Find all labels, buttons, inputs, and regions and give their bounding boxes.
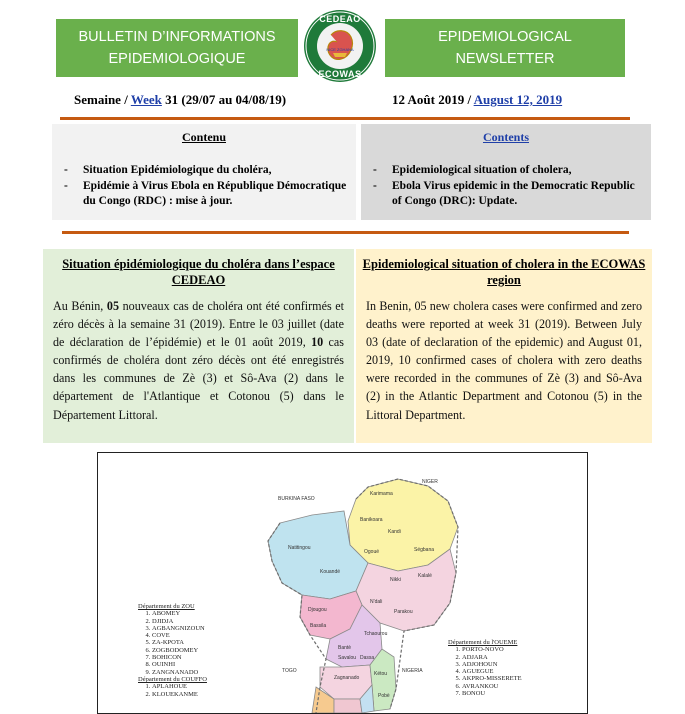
legend-item: 5. ZA-KPOTA — [152, 639, 207, 646]
label-kalale: Kalalé — [418, 573, 432, 579]
legend-item: 8. OUINHI — [152, 661, 207, 668]
toc-en — [361, 124, 651, 220]
legend-item: 3. ADJOHOUN — [462, 661, 522, 668]
legend-item: 6. ZOGBODOMEY — [152, 647, 207, 654]
cholera-section-en-title: Epidemiological situation of cholera in the ECOWAS region — [362, 257, 646, 287]
week-dateline — [74, 92, 286, 108]
legend-item: 3. AGBANGNIZOUN — [152, 625, 207, 632]
divider-middle — [62, 231, 629, 234]
body-text: cas confirmés de choléra dont zéro décès ont été enregistrés dans les communes de Zè (3) et Sô-Ava (2) dans le département de l'Atlantique et Cotonou (5) dans le Département Littoral. — [53, 335, 344, 422]
label-burkina-faso: BURKINA FASO — [278, 496, 315, 502]
label-ndali: N'dali — [370, 599, 383, 605]
label-nigeria: NIGERIA — [402, 668, 423, 674]
legend-item: 1. APLAHOUE — [152, 683, 207, 690]
label-tchaourou: Tchaourou — [364, 631, 388, 637]
legend-item: 1. ABOMEY — [152, 610, 207, 617]
cholera-section-fr-body — [53, 297, 344, 424]
label-niger: NIGER — [422, 479, 438, 485]
cholera-section-en — [356, 249, 652, 443]
toc-en-item: - Ebola Virus epidemic in the Democratic Republic of Congo (DRC): Update. — [373, 179, 643, 210]
legend-item: 9. ZANGNANADO — [152, 669, 207, 676]
label-ketou: Kétou — [374, 671, 388, 677]
issue-dateline — [392, 92, 562, 108]
bulletin-title-fr-line1: BULLETIN D’INFORMATIONS — [78, 29, 276, 45]
legend-item: 2. DJIDJA — [152, 618, 207, 625]
divider-top — [60, 117, 630, 120]
label-bassila: Bassila — [310, 623, 327, 629]
legend-item: 4. COVE — [152, 632, 207, 639]
label-savalou: Savalou — [338, 655, 357, 661]
label-togo: TOGO — [282, 668, 297, 674]
legend-item: 4. AGUEGUE — [462, 668, 522, 675]
cholera-section-fr — [43, 249, 354, 443]
legend-item: 1. PORTO-NOVO — [462, 646, 522, 653]
week-range: 31 (29/07 au 04/08/19) — [161, 92, 287, 107]
label-pobe: Pobè — [378, 693, 390, 699]
label-segbana: Ségbana — [414, 547, 435, 553]
label-ogoue: Ogoué — [364, 549, 380, 555]
cholera-section-en-body: In Benin, 05 new cholera cases were confirmed and zero deaths were reported at week 31 (2019). Between July 03 (date of declaration of the epidemic) and August 01, 2019, 10 confirmed cases of cholera with zero deaths were recorded in the communes of Zè (3) and Sô-Ava (2) in the Atlantic Department and Cotonou (5) in the Littoral Department. — [366, 299, 642, 422]
week-label-en: Week — [130, 92, 162, 107]
bulletin-title-en — [385, 19, 625, 77]
toc-fr-title: Contenu — [181, 130, 226, 144]
logo-text-ecowas: ECOWAS — [318, 69, 362, 79]
legend-item: 2. KLOUEKANME — [152, 691, 207, 698]
bulletin-title-en-line1: EPIDEMIOLOGICAL — [438, 29, 572, 45]
label-banikoara: Banikoara — [360, 517, 383, 523]
label-parakou: Parakou — [394, 609, 413, 615]
body-text: Au Bénin, — [53, 299, 107, 313]
ecowas-logo — [303, 9, 377, 83]
label-djougou: Djougou — [308, 607, 327, 613]
confirmed-cases-count: 10 — [311, 335, 324, 350]
label-karimama: Karimama — [370, 491, 393, 497]
issue-date-en: August 12, 2019 — [473, 92, 563, 107]
issue-date-fr: 12 Août 2019 / — [392, 92, 474, 107]
toc-en-item: - Epidemiological situation of cholera, — [373, 163, 643, 179]
toc-en-title[interactable]: Contents — [482, 130, 529, 144]
toc-fr — [52, 124, 356, 220]
bulletin-title-fr-line2: EPIDEMIOLOGIQUE — [108, 51, 246, 67]
map-region-atlantique — [334, 699, 362, 713]
legend-oueme — [448, 639, 522, 697]
legend-zou-couffo — [138, 603, 207, 698]
legend-couffo-title: Département du COUFFO — [138, 675, 207, 683]
legend-item: 7. BONOU — [462, 690, 522, 697]
label-kouande: Kouandé — [320, 569, 341, 575]
logo-inner-text: NICE ZGHANA — [326, 47, 354, 52]
legend-zou-title: Département du ZOU — [138, 603, 195, 610]
label-bante: Bantè — [338, 645, 352, 651]
legend-item: 2. ADJARA — [462, 654, 522, 661]
legend-item: 6. AVRANKOU — [462, 683, 522, 690]
legend-item: 5. AKPRO-MISSERETE — [462, 675, 522, 682]
bulletin-title-fr — [56, 19, 298, 77]
logo-text-cedeao: CEDEAO — [319, 14, 361, 24]
label-natitingou: Natitingou — [288, 545, 311, 551]
legend-item: 7. BOHICON — [152, 654, 207, 661]
bulletin-title-en-line2: NEWSLETTER — [455, 51, 555, 67]
week-label-fr: Semaine / — [74, 92, 131, 107]
toc-fr-item: - Situation Epidémiologique du choléra, — [64, 163, 348, 179]
benin-map — [97, 452, 588, 714]
body-text: nouveaux cas de choléra ont été confirmés et zéro décès à la semaine 31 (2019). Entre le 03 juillet (date de déclaration de l’épidémie) et le 01 août 2019, — [53, 299, 344, 350]
legend-oueme-title: Département du l'OUEME — [448, 639, 518, 646]
label-kandi: Kandi — [388, 529, 401, 535]
toc-fr-item: - Epidémie à Virus Ebola en République Démocratique du Congo (RDC) : mise à jour. — [64, 179, 348, 210]
cholera-section-fr-title: Situation épidémiologique du choléra dans l’espace CEDEAO — [62, 257, 335, 287]
new-cases-count: 05 — [106, 299, 120, 313]
label-dassa: Dassa — [360, 655, 375, 661]
label-nikki: Nikki — [390, 577, 401, 583]
label-zagnanado: Zagnanado — [334, 675, 360, 681]
